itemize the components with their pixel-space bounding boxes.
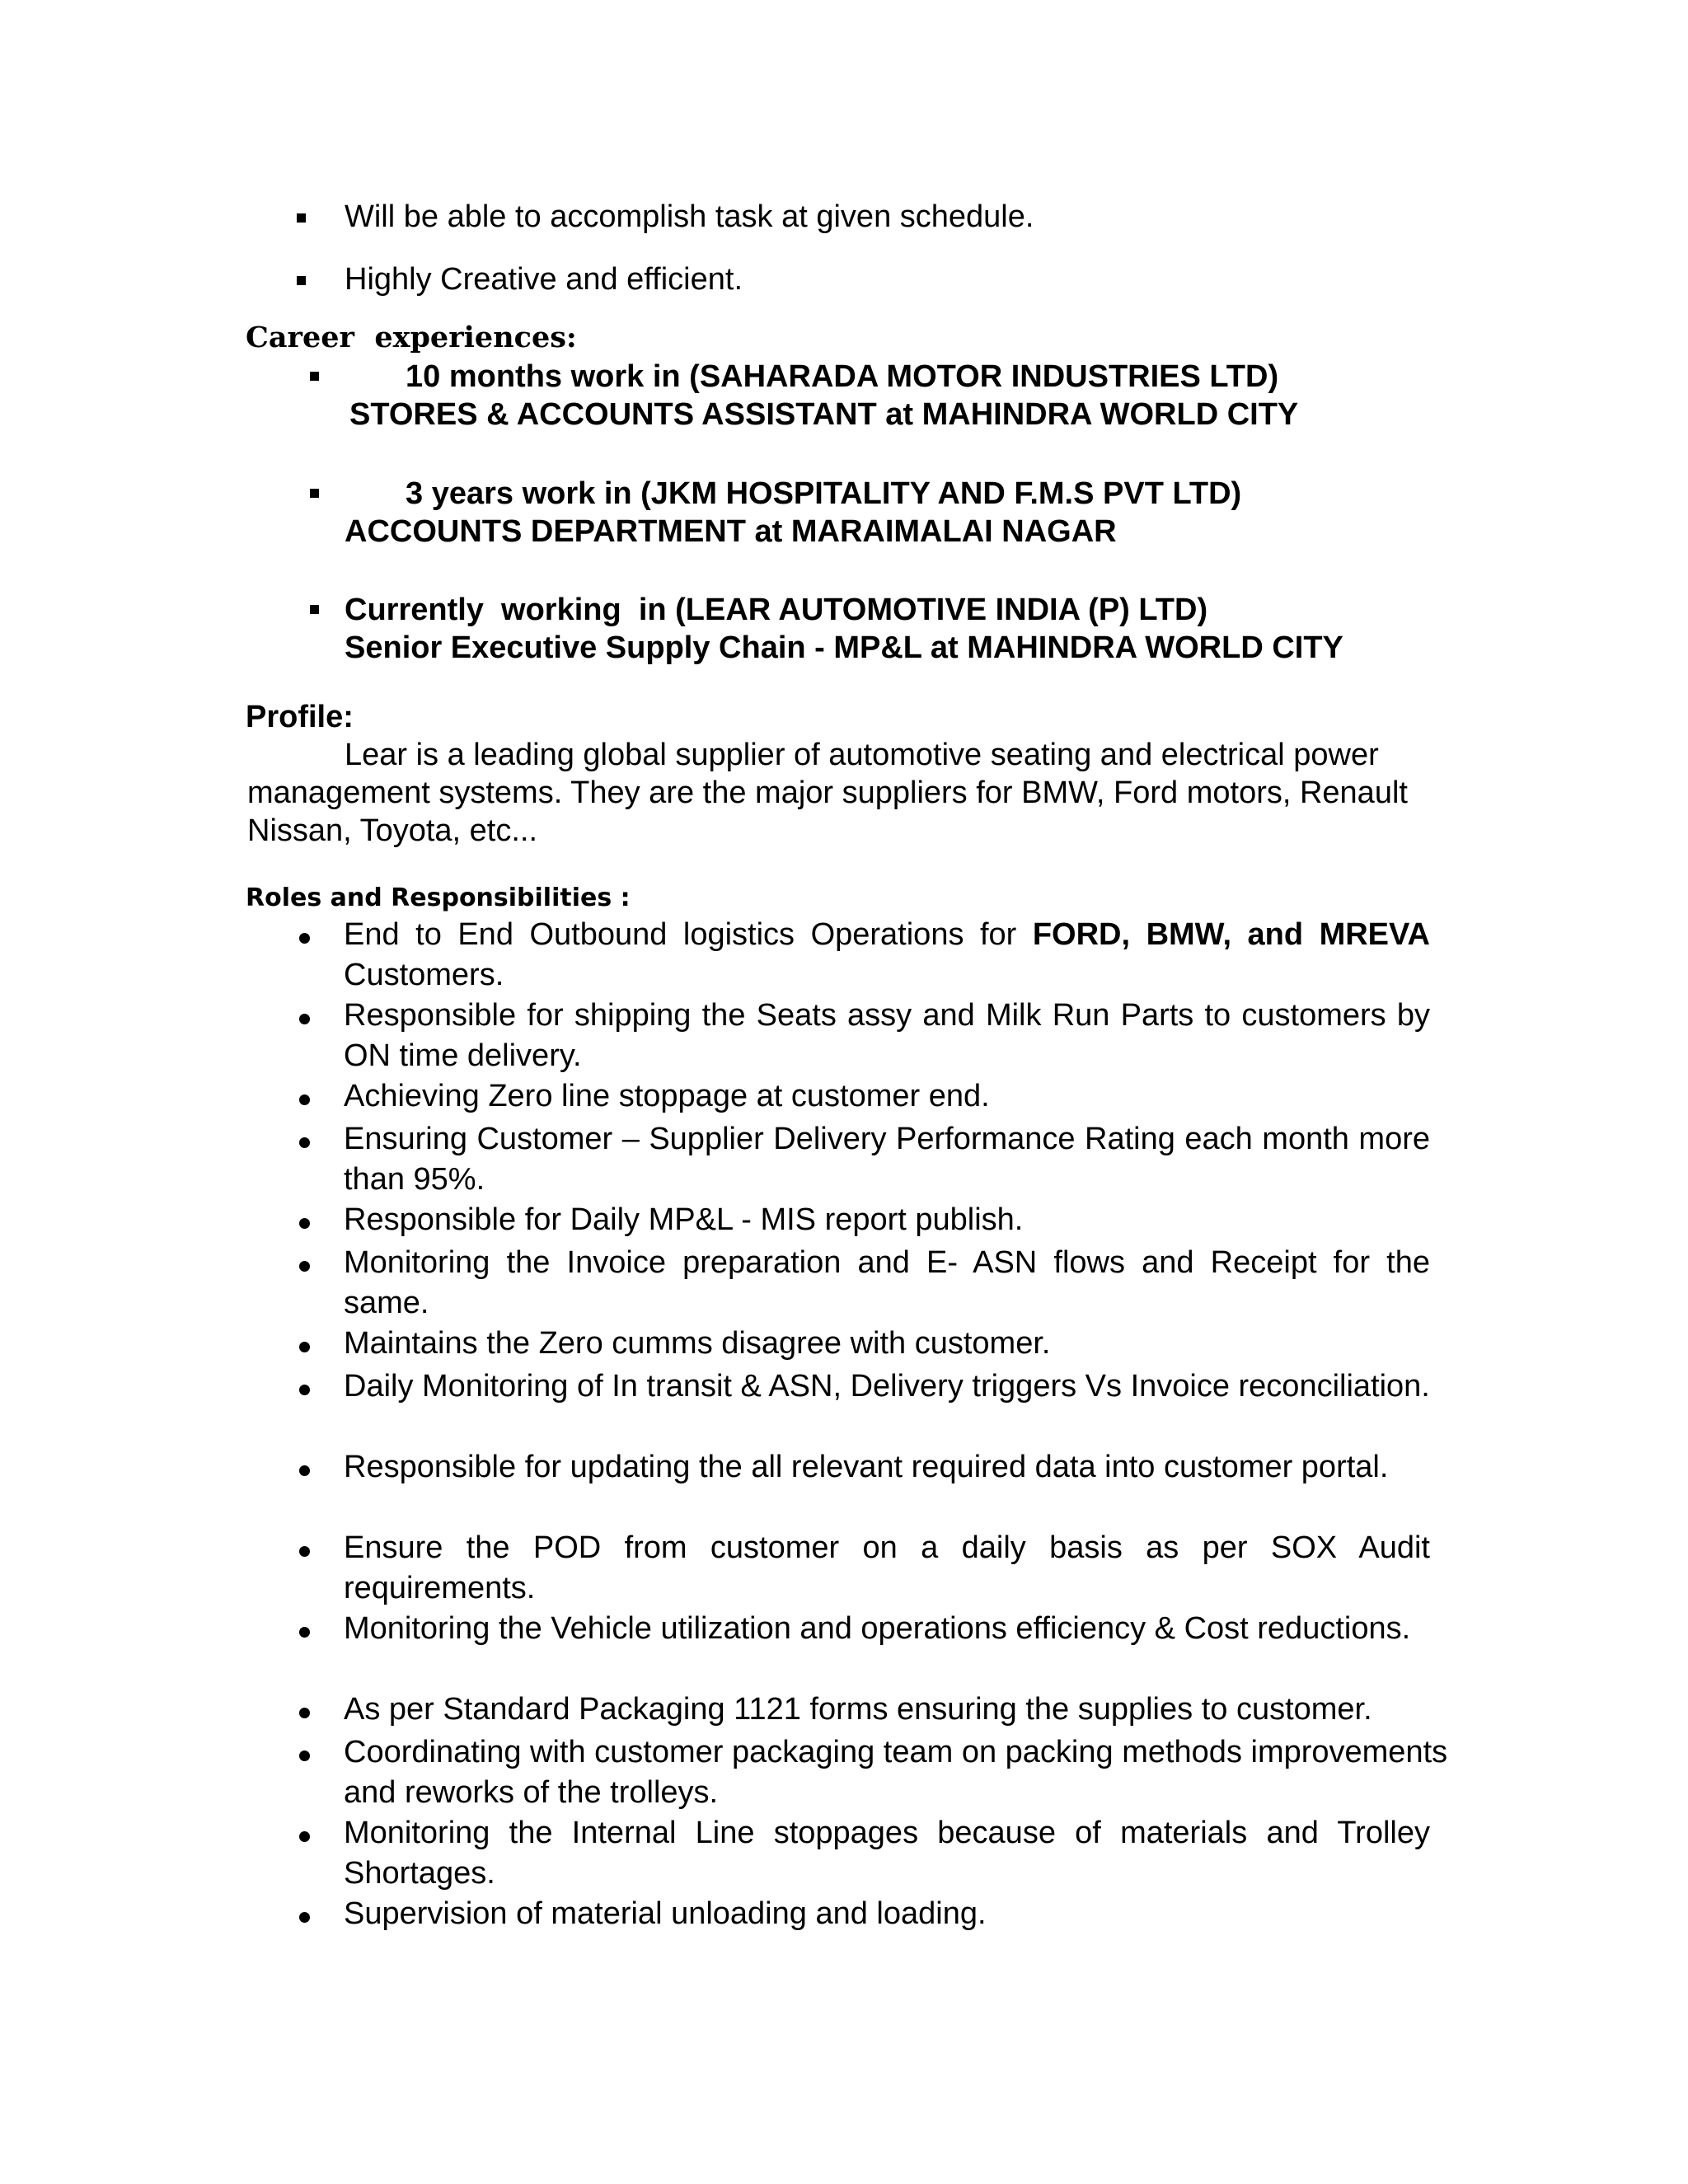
role-item-1 <box>344 915 1430 996</box>
role-item-7: Maintains the Zero cumms disagree with customer. <box>344 1326 1051 1361</box>
round-bullet-icon <box>299 1385 310 1395</box>
profile-text: Lear is a leading global supplier of automotive seating and electrical power management systems. They are the major suppliers for BMW, Ford motors, Renault Nissan, Toyota, etc... <box>247 738 1408 848</box>
role-item-2: Responsible for shipping the Seats assy and Milk Run Parts to customers by ON time delivery. <box>344 998 1430 1073</box>
round-bullet-icon <box>299 1627 310 1638</box>
role-item-14: Monitoring the Internal Line stoppages because of materials and Trolley Shortages. <box>344 1816 1430 1891</box>
role-item-1-prefix: End to End Outbound logistics Operations for <box>344 917 1033 952</box>
career-item-2-line2: ACCOUNTS DEPARTMENT at MARAIMALAI NAGAR <box>345 514 1117 549</box>
career-item-3-line1: Currently working in (LEAR AUTOMOTIVE INDIA (P) LTD) <box>345 593 1208 627</box>
profile-paragraph <box>247 736 1434 850</box>
role-item-3: Achieving Zero line stoppage at customer end. <box>344 1079 990 1113</box>
role-item-13: Coordinating with customer packaging team on packing methods improvements and reworks of the trolleys. <box>344 1735 1448 1810</box>
square-bullet-icon <box>310 489 319 498</box>
square-bullet-icon <box>310 605 319 614</box>
round-bullet-icon <box>299 1546 310 1557</box>
role-item-10: Ensure the POD from customer on a daily basis as per SOX Audit requirements. <box>344 1530 1430 1605</box>
round-bullet-icon <box>299 1708 310 1718</box>
round-bullet-icon <box>299 1014 310 1024</box>
role-item-4: Ensuring Customer – Supplier Delivery Performance Rating each month more than 95%. <box>344 1122 1430 1197</box>
round-bullet-icon <box>299 1261 310 1272</box>
square-bullet-icon <box>310 372 319 381</box>
round-bullet-icon <box>299 1750 310 1761</box>
roles-heading: Roles and Responsibilities : <box>246 883 631 912</box>
role-item-6: Monitoring the Invoice preparation and E- ASN flows and Receipt for the same. <box>344 1245 1430 1320</box>
round-bullet-icon <box>299 933 310 944</box>
square-bullet-icon <box>297 213 306 223</box>
square-bullet-icon <box>297 276 306 285</box>
role-item-8: Daily Monitoring of In transit & ASN, Delivery triggers Vs Invoice reconciliation. <box>344 1369 1430 1404</box>
role-item-11: Monitoring the Vehicle utilization and operations efficiency & Cost reductions. <box>344 1611 1411 1646</box>
round-bullet-icon <box>299 1094 310 1105</box>
round-bullet-icon <box>299 1137 310 1148</box>
top-bullet-2: Highly Creative and efficient. <box>345 262 743 297</box>
career-item-3-line2: Senior Executive Supply Chain - MP&L at MAHINDRA WORLD CITY <box>345 630 1343 665</box>
round-bullet-icon <box>299 1342 310 1352</box>
role-item-9: Responsible for updating the all relevant required data into customer portal. <box>344 1450 1389 1484</box>
role-item-5: Responsible for Daily MP&L - MIS report publish. <box>344 1202 1024 1237</box>
top-bullet-1: Will be able to accomplish task at given schedule. <box>345 199 1034 234</box>
career-heading: Career experiences: <box>246 321 577 354</box>
round-bullet-icon <box>299 1912 310 1923</box>
career-item-1-line1: 10 months work in (SAHARADA MOTOR INDUSTRIES LTD) <box>406 359 1279 394</box>
round-bullet-icon <box>299 1831 310 1842</box>
profile-heading: Profile: <box>246 700 354 734</box>
role-item-1-suffix: Customers. <box>344 958 504 992</box>
career-item-2-line1: 3 years work in (JKM HOSPITALITY AND F.M.S PVT LTD) <box>406 476 1242 511</box>
round-bullet-icon <box>299 1218 310 1229</box>
role-item-1-bold: FORD, BMW, and MREVA <box>1032 917 1430 952</box>
career-item-1-line2: STORES & ACCOUNTS ASSISTANT at MAHINDRA WORLD CITY <box>349 397 1299 432</box>
round-bullet-icon <box>299 1465 310 1476</box>
role-item-12: As per Standard Packaging 1121 forms ensuring the supplies to customer. <box>344 1692 1372 1727</box>
role-item-15: Supervision of material unloading and loading. <box>344 1896 987 1931</box>
